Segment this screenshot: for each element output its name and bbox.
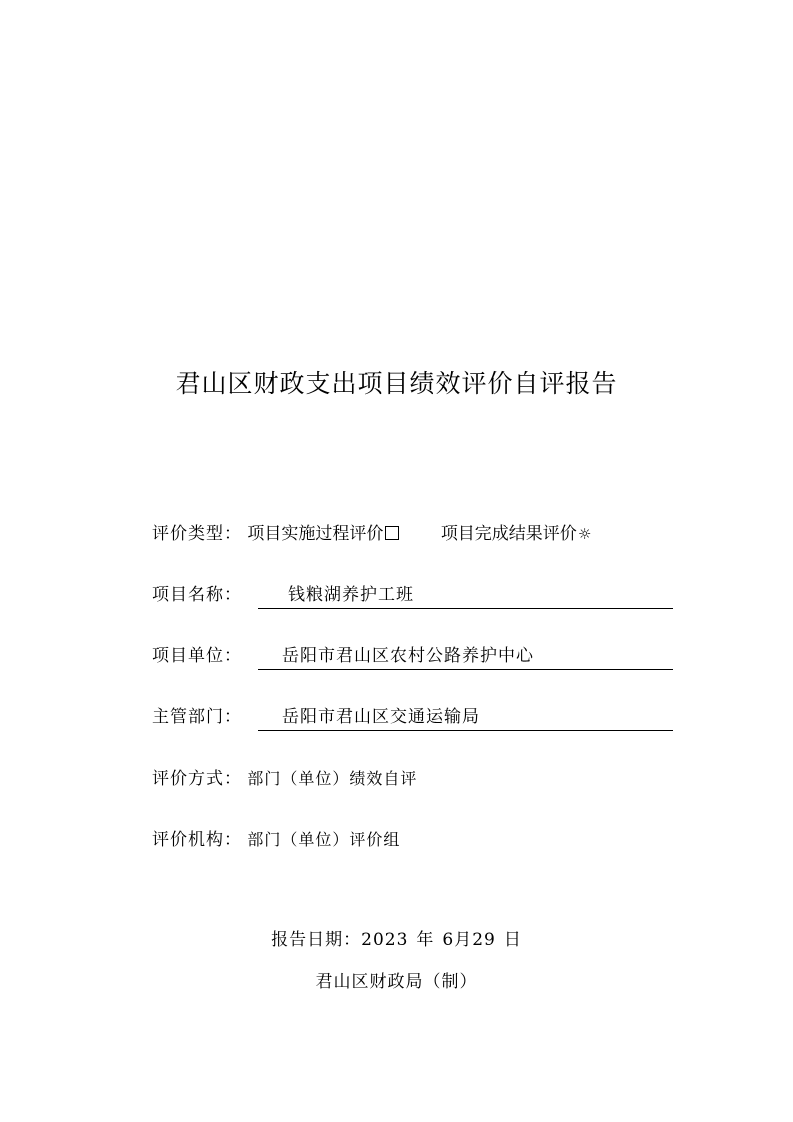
report-date-month-unit: 月 — [454, 930, 473, 950]
report-date-label: 报告日期： — [271, 930, 362, 950]
project-name-row — [152, 580, 414, 610]
eval-type-process-label: 项目实施过程评价 — [247, 524, 384, 544]
eval-method-label: 评价方式： — [152, 769, 242, 789]
project-unit-row — [152, 641, 534, 671]
eval-org-row — [152, 825, 400, 855]
report-date-month: 6 — [442, 930, 455, 950]
department-row — [152, 702, 480, 732]
checkbox-checked-icon[interactable]: ☼ — [577, 525, 592, 543]
project-unit-value: 岳阳市君山区农村公路养护中心 — [258, 641, 673, 670]
checkbox-empty-icon[interactable] — [385, 526, 399, 540]
report-date-year: 2023 — [361, 930, 409, 950]
eval-type-label: 评价类型： — [152, 524, 242, 544]
report-date — [0, 925, 793, 955]
report-date-year-unit: 年 — [416, 930, 435, 950]
eval-type-row — [152, 519, 591, 549]
eval-type-result-label: 项目完成结果评价 — [440, 524, 577, 544]
project-name-label: 项目名称： — [152, 585, 242, 605]
eval-type-process[interactable] — [247, 519, 399, 549]
eval-org-label: 评价机构： — [152, 830, 242, 850]
department-label: 主管部门： — [152, 707, 242, 727]
report-date-day: 29 — [472, 930, 496, 950]
department-value: 岳阳市君山区交通运输局 — [258, 702, 673, 731]
eval-method-value: 部门（单位）绩效自评 — [247, 769, 418, 788]
report-date-day-unit: 日 — [503, 930, 522, 950]
eval-method-row — [152, 764, 417, 794]
issuer: 君山区财政局（制） — [315, 972, 478, 992]
project-name-value: 钱粮湖养护工班 — [258, 580, 673, 609]
eval-type-result[interactable] — [441, 519, 591, 549]
project-unit-label: 项目单位： — [152, 646, 242, 666]
report-title: 君山区财政支出项目绩效评价自评报告 — [175, 369, 618, 398]
eval-org-value: 部门（单位）评价组 — [247, 830, 401, 849]
